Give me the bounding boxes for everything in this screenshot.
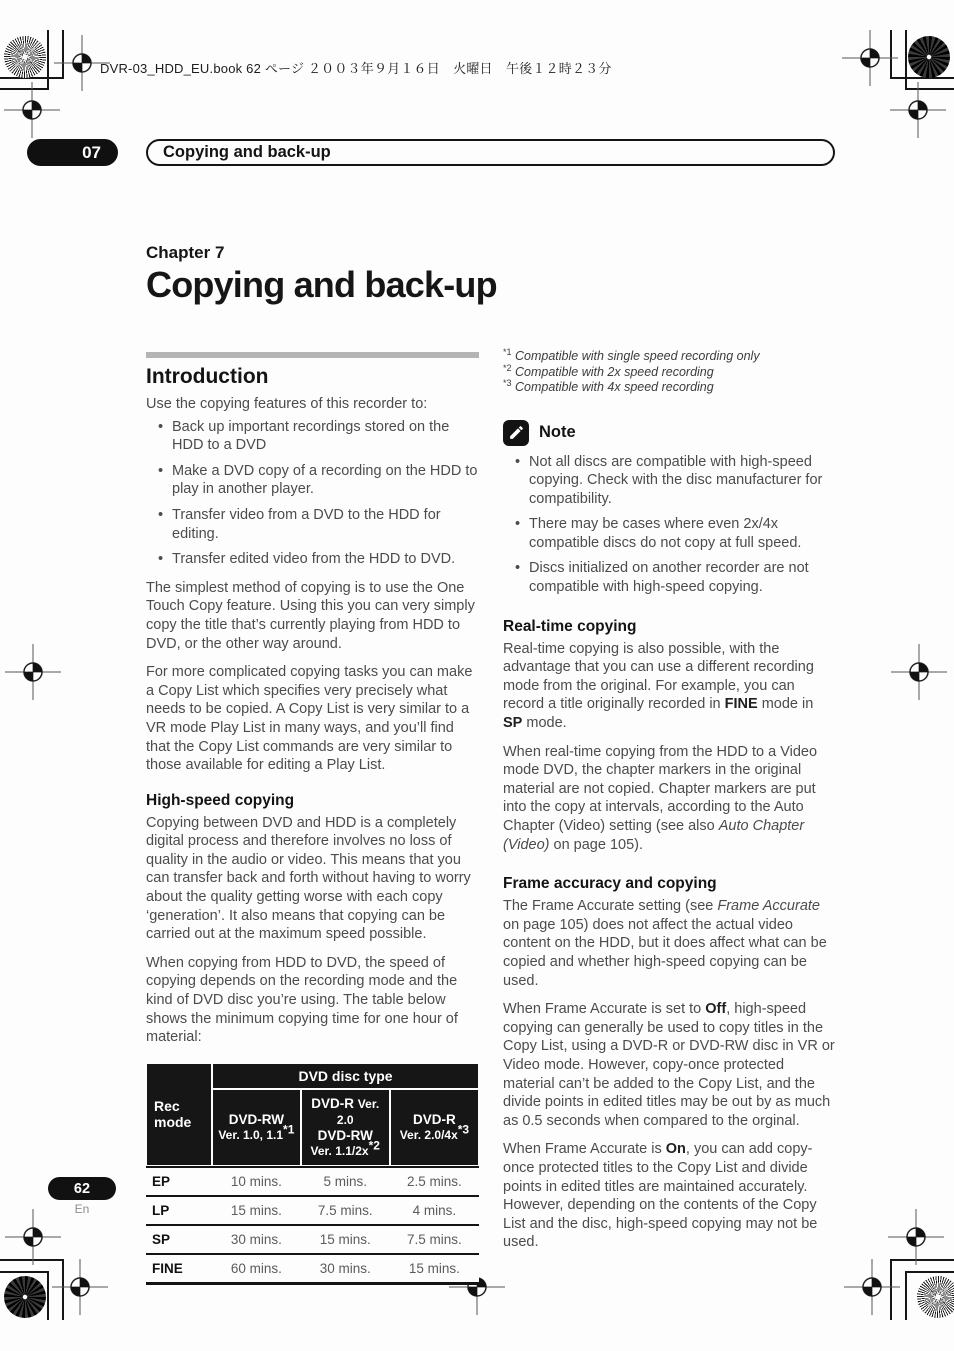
crop-mark	[905, 30, 907, 88]
note-header	[503, 420, 836, 446]
list-item: • Discs initialized on another recorder are not compatible with high-speed copying.	[503, 559, 836, 596]
section-rule	[146, 352, 479, 358]
paragraph: When Frame Accurate is set to Off, high-speed copying can generally be used to copy titles in the Copy List, using a DVD-R or DVD-RW disc in VR or Video mode. However, copy-once protected material can’t be added to the Copy List, and the divide points in edited titles may be out by as much as 0.5 seconds when compared to the orginal.	[503, 1001, 835, 1129]
paragraph: When Frame Accurate is On, you can add copy-once protected titles to the Copy List and divide points in edited titles are maintained accurately. However, depending on the contents of the Copy List and the disc, high-speed copying may not be used.	[503, 1141, 818, 1251]
registration-mark-icon	[4, 82, 60, 138]
crop-mark	[47, 1271, 49, 1320]
paragraph: The simplest method of copying is to use the One Touch Copy feature. Using this you can very simply copy the title that’s currently playing from HDD to DVD, or the other way around.	[146, 579, 475, 652]
page-number-badge: 62	[48, 1177, 116, 1200]
copy-time-table	[146, 1063, 479, 1285]
registration-mark-icon	[842, 30, 898, 86]
chapter-heading	[146, 243, 497, 306]
footnote: $^{*3}$ Compatible with 4x speed recording	[503, 377, 714, 394]
page-language-label: En	[74, 1202, 90, 1216]
intro-lead: Use the copying features of this recorder to:	[146, 396, 428, 412]
paragraph: For more complicated copying tasks you can make a Copy List which specifies very precisely what needs to be copied. A Copy List is very similar to a VR mode Play List in many ways, and you’ll find that the Copy List commands are very similar to those available for editing a Play List.	[146, 664, 473, 774]
print-job-header: DVR-03_HDD_EU.book 62 ページ ２００３年９月１６日 火曜日 午後１２時２３分	[100, 61, 612, 76]
page-title: Copying and back-up	[146, 264, 497, 305]
right-column	[503, 346, 836, 1262]
chapter-label: Chapter 7	[146, 243, 225, 262]
list-item: • Transfer edited video from the HDD to DVD.	[146, 550, 479, 569]
halftone-dot-icon	[908, 36, 950, 78]
footnote: $^{*2}$ Compatible with 2x speed recording	[503, 362, 714, 379]
footnote: $^{*1}$ Compatible with single speed recording only	[503, 346, 760, 363]
list-item: • Back up important recordings stored on the HDD to a DVD	[146, 418, 479, 455]
note-bullet-list	[503, 453, 836, 597]
registration-mark-icon	[52, 1259, 108, 1315]
crop-mark	[890, 77, 954, 79]
note-title: Note	[539, 423, 576, 441]
halftone-wheel-icon	[917, 1276, 954, 1318]
table-row: LP 15 mins. 7.5 mins. 4 mins.	[146, 1195, 479, 1224]
intro-heading: Introduction	[146, 365, 269, 388]
section-title-pill: Copying and back-up	[146, 139, 835, 166]
table-row: SP 30 mins. 15 mins. 7.5 mins.	[146, 1224, 479, 1253]
frame-accuracy-heading: Frame accuracy and copying	[503, 875, 717, 893]
paragraph: Copying between DVD and HDD is a completely digital process and therefore involves no loss of quality in the audio or video. This means that you can transfer back and forth without having to worry about the quality getting worse with each copy ‘generation’. It also means that copying can be carried out at the maximum speed possible.	[146, 814, 471, 943]
paragraph: When real-time copying from the HDD to a Video mode DVD, the chapter markers in the original material are not copied. Chapter markers are put into the copy at intervals, according to the Auto Chapter (Video) setting (see also Auto Chapter (Video) on page 105).	[503, 743, 818, 853]
registration-mark-icon	[890, 82, 946, 138]
table-row: EP 10 mins. 5 mins. 2.5 mins.	[146, 1166, 479, 1195]
paragraph: Real-time copying is also possible, with the advantage that you can use a different recording mode from the original. For example, you can record a title originally recorded in FINE mode in SP mode.	[503, 640, 814, 732]
registration-mark-icon	[891, 644, 947, 700]
table-column-header: DVD-R Ver. 2.0 DVD-RW Ver. $1.1/2x^{*2}$	[301, 1089, 390, 1166]
registration-mark-icon	[888, 1209, 944, 1265]
table-header-rec-mode: Rec mode	[146, 1063, 212, 1166]
list-item: • Not all discs are compatible with high-speed copying. Check with the disc manufacturer for compatibility.	[503, 453, 836, 509]
registration-mark-icon	[5, 1209, 61, 1265]
list-item: • Make a DVD copy of a recording on the HDD to play in another player.	[146, 462, 479, 499]
crop-mark	[47, 30, 49, 88]
high-speed-heading: High-speed copying	[146, 791, 295, 809]
table-header-disc-type: DVD disc type	[212, 1063, 479, 1089]
intro-bullet-list	[146, 418, 479, 569]
halftone-dot-icon	[4, 1276, 46, 1318]
registration-mark-icon	[844, 1259, 900, 1315]
crop-mark	[905, 1271, 907, 1320]
registration-mark-icon	[5, 644, 61, 700]
paragraph: The Frame Accurate setting (see Frame Accurate on page 105) does not affect the actual video content on the HDD, but it does affect what can be copied and whether high-speed copying can be used.	[503, 898, 827, 989]
pencil-note-icon	[503, 420, 529, 446]
left-column	[146, 352, 479, 1285]
table-column-header: DVD-R Ver. $2.0/4x^{*3}$	[390, 1089, 479, 1166]
crop-mark	[0, 1271, 49, 1273]
paragraph: When copying from HDD to DVD, the speed of copying depends on the recording mode and the kind of DVD disc you’re using. The table below shows the minimum copying time for one hour of material:	[146, 954, 458, 1046]
realtime-heading: Real-time copying	[503, 617, 637, 635]
table-column-header: DVD-RW Ver. 1.0, 1.1$^{*1}$	[212, 1089, 301, 1166]
crop-mark	[905, 1271, 954, 1273]
list-item: • There may be cases where even 2x/4x compatible discs do not copy at full speed.	[503, 515, 836, 552]
halftone-wheel-icon	[4, 36, 46, 78]
list-item: • Transfer video from a DVD to the HDD for editing.	[146, 506, 479, 543]
chapter-number-badge: 07	[27, 139, 118, 166]
table-row: FINE 60 mins. 30 mins. 15 mins.	[146, 1253, 479, 1285]
